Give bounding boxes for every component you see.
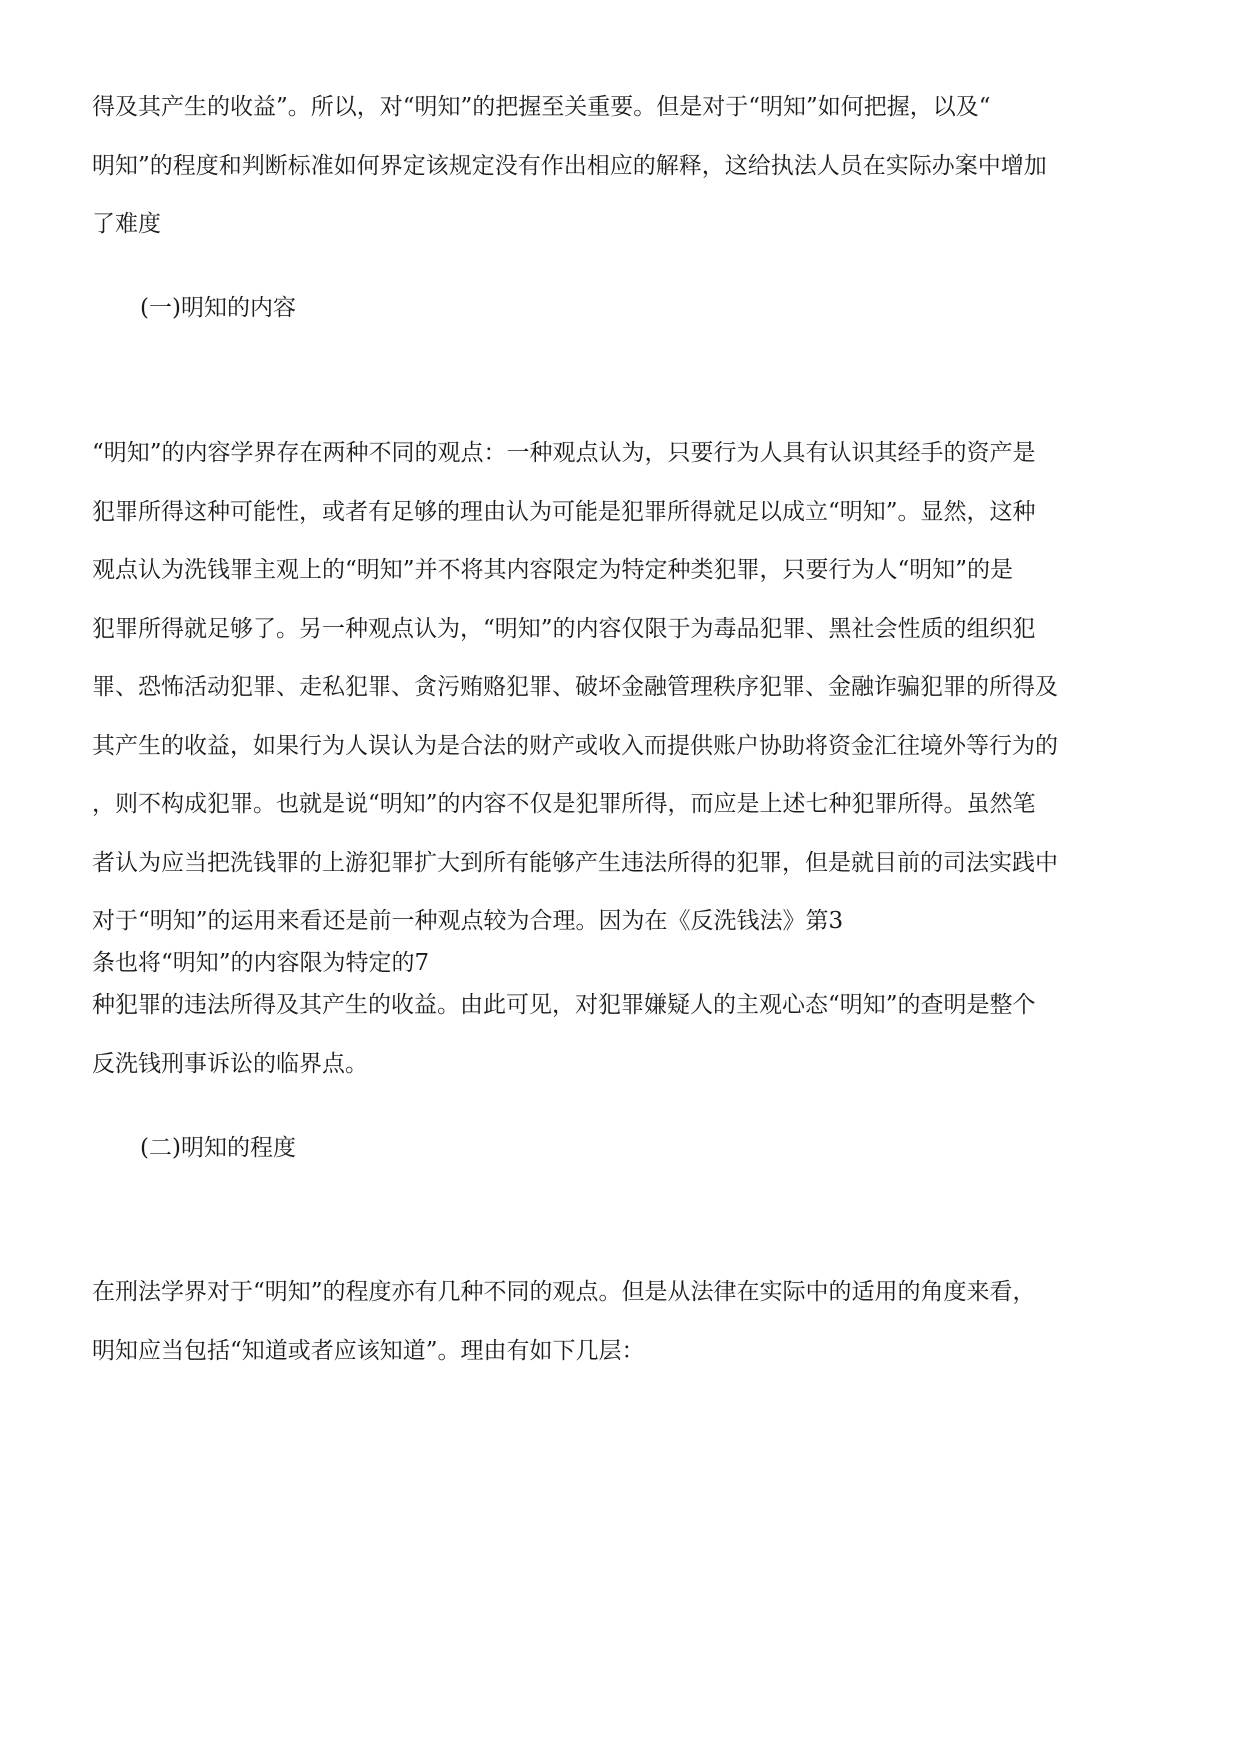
paragraph-2-line-8: 者认为应当把洗钱罪的上游犯罪扩大到所有能够产生违法所得的犯罪，但是就目前的司法实践中 bbox=[92, 850, 1058, 876]
paragraph-2-line-5: 罪、恐怖活动犯罪、走私犯罪、贪污贿赂犯罪、破坏金融管理秩序犯罪、金融诈骗犯罪的所得及 bbox=[92, 674, 1058, 700]
section-heading-degree: (二)明知的程度 bbox=[140, 1135, 296, 1161]
paragraph-2-line-10: 条也将“明知”的内容限为特定的7 bbox=[92, 950, 430, 976]
paragraph-2-line-6: 其产生的收益，如果行为人误认为是合法的财产或收入而提供账户协助将资金汇往境外等行为的 bbox=[92, 733, 1058, 759]
paragraph-1-line-1: 得及其产生的收益”。所以，对“明知”的把握至关重要。但是对于“明知”如何把握，以及“ bbox=[92, 94, 991, 120]
paragraph-2-line-7: ，则不构成犯罪。也就是说“明知”的内容不仅是犯罪所得，而应是上述七种犯罪所得。虽然笔 bbox=[92, 791, 1036, 817]
paragraph-2-line-2: 犯罪所得这种可能性，或者有足够的理由认为可能是犯罪所得就足以成立“明知”。显然，这种 bbox=[92, 499, 1036, 525]
section-heading-content: (一)明知的内容 bbox=[140, 295, 296, 321]
paragraph-1-line-3: 了难度 bbox=[92, 211, 161, 237]
paragraph-2-line-12: 反洗钱刑事诉讼的临界点。 bbox=[92, 1051, 368, 1077]
paragraph-1-line-2: 明知”的程度和判断标准如何界定该规定没有作出相应的解释，这给执法人员在实际办案中增加 bbox=[92, 153, 1047, 179]
paragraph-2-line-4: 犯罪所得就足够了。另一种观点认为，“明知”的内容仅限于为毒品犯罪、黑社会性质的组织犯 bbox=[92, 616, 1036, 642]
paragraph-2-line-11: 种犯罪的违法所得及其产生的收益。由此可见，对犯罪嫌疑人的主观心态“明知”的查明是整个 bbox=[92, 992, 1036, 1018]
paragraph-2-line-1: “明知”的内容学界存在两种不同的观点：一种观点认为，只要行为人具有认识其经手的资产是 bbox=[92, 440, 1036, 466]
paragraph-3-line-1: 在刑法学界对于“明知”的程度亦有几种不同的观点。但是从法律在实际中的适用的角度来看， bbox=[92, 1279, 1036, 1305]
paragraph-3-line-2: 明知应当包括“知道或者应该知道”。理由有如下几层： bbox=[92, 1338, 645, 1364]
paragraph-2-line-3: 观点认为洗钱罪主观上的“明知”并不将其内容限定为特定种类犯罪，只要行为人“明知”的是 bbox=[92, 557, 1014, 583]
paragraph-2-line-9: 对于“明知”的运用来看还是前一种观点较为合理。因为在《反洗钱法》第3 bbox=[92, 908, 844, 934]
